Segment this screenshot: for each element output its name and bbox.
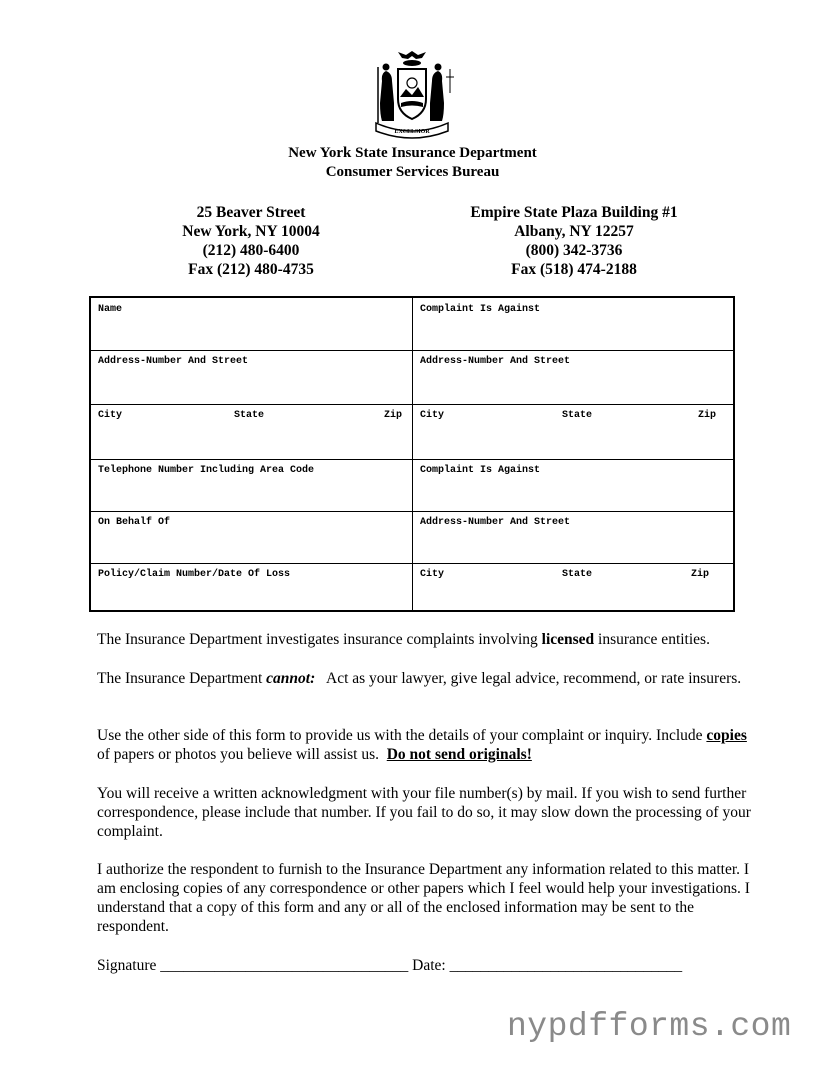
paragraph-acknowledgment: You will receive a written acknowledgment with your file number(s) by mail. If you wish to send further correspondence, please include that number. If you fail to do so, it may slow down the processing of your complaint. <box>97 785 751 840</box>
signature-line <box>97 956 757 975</box>
text-run: The Insurance Department <box>97 670 267 687</box>
signature-field[interactable]: ________________________________ <box>160 957 409 974</box>
respondent-city-state-zip-field[interactable] <box>412 404 733 459</box>
new-york-state-seal <box>362 47 462 139</box>
address-label: Address-Number And Street <box>420 356 571 367</box>
office-new-york <box>86 203 416 279</box>
city-state-zip-field[interactable] <box>91 404 412 459</box>
state-label: State <box>562 410 593 421</box>
paragraph-cannot <box>97 669 757 688</box>
telephone-field[interactable] <box>91 459 412 511</box>
address-label: Address-Number And Street <box>98 356 249 367</box>
bureau-title: Consumer Services Bureau <box>325 164 500 180</box>
telephone-label: Telephone Number Including Area Code <box>98 465 315 476</box>
paragraph-licensed <box>97 630 757 649</box>
respondent-city-state-zip-field-2[interactable] <box>412 563 733 610</box>
address-field[interactable] <box>91 350 412 404</box>
text-run: insurance entities. <box>594 631 710 648</box>
name-label: Name <box>98 304 123 315</box>
office-phone: (800) 342-3736 <box>525 242 623 259</box>
complaint-against-field-2[interactable] <box>412 459 733 511</box>
office-phone: (212) 480-6400 <box>202 242 300 259</box>
complaint-against-label: Complaint Is Against <box>420 465 541 476</box>
on-behalf-of-field[interactable] <box>91 511 412 563</box>
zip-label: Zip <box>691 569 710 580</box>
text-run: Act as your lawyer, give legal advice, recommend, or rate insurers. <box>315 670 742 687</box>
seal-motto: EXCELSIOR <box>394 129 430 135</box>
text-run-bold-underline: copies <box>706 727 747 744</box>
office-albany <box>409 203 739 279</box>
signature-label: Signature <box>97 957 157 974</box>
policy-claim-field[interactable] <box>91 563 412 610</box>
text-run-bold: licensed <box>541 631 595 648</box>
paragraph-copies <box>97 726 757 764</box>
state-label: State <box>562 569 593 580</box>
date-field[interactable]: ______________________________ <box>449 957 683 974</box>
text-run: The Insurance Department investigates insurance complaints involving <box>97 631 542 648</box>
office-street: 25 Beaver Street <box>196 204 306 221</box>
watermark: nypdfforms.com <box>507 1008 792 1045</box>
text-run-bold-italic: cannot: <box>266 670 316 687</box>
policy-claim-label: Policy/Claim Number/Date Of Loss <box>98 569 291 580</box>
complaint-form-table <box>89 296 735 612</box>
respondent-address-field[interactable] <box>412 350 733 404</box>
date-label: Date: <box>412 957 446 974</box>
address-label: Address-Number And Street <box>420 517 571 528</box>
complaint-against-field[interactable] <box>412 298 733 350</box>
respondent-address-field-2[interactable] <box>412 511 733 563</box>
city-label: City <box>420 410 445 421</box>
on-behalf-of-label: On Behalf Of <box>98 517 171 528</box>
office-city: Albany, NY 12257 <box>514 223 634 240</box>
zip-label: Zip <box>384 410 403 421</box>
office-fax: Fax (212) 480-4735 <box>188 261 314 278</box>
state-label: State <box>234 410 265 421</box>
paragraph-authorization: I authorize the respondent to furnish to the Insurance Department any information related to this matter. I am enclosing copies of any correspondence or other papers which I feel would help your investigations. I understand that a copy of this form and any or all of the enclosed information may be sent to the respondent. <box>97 861 750 935</box>
office-city: New York, NY 10004 <box>182 223 320 240</box>
office-fax: Fax (518) 474-2188 <box>511 261 637 278</box>
text-run: Use the other side of this form to provide us with the details of your complaint or inquiry. Include <box>97 727 707 744</box>
city-label: City <box>98 410 123 421</box>
zip-label: Zip <box>698 410 717 421</box>
complaint-against-label: Complaint Is Against <box>420 304 541 315</box>
office-street: Empire State Plaza Building #1 <box>470 204 678 221</box>
text-run-bold-underline: Do not send originals! <box>386 746 532 763</box>
city-label: City <box>420 569 445 580</box>
text-run: of papers or photos you believe will assist us. <box>97 727 751 763</box>
name-field[interactable] <box>91 298 412 350</box>
department-title: New York State Insurance Department <box>288 145 537 161</box>
